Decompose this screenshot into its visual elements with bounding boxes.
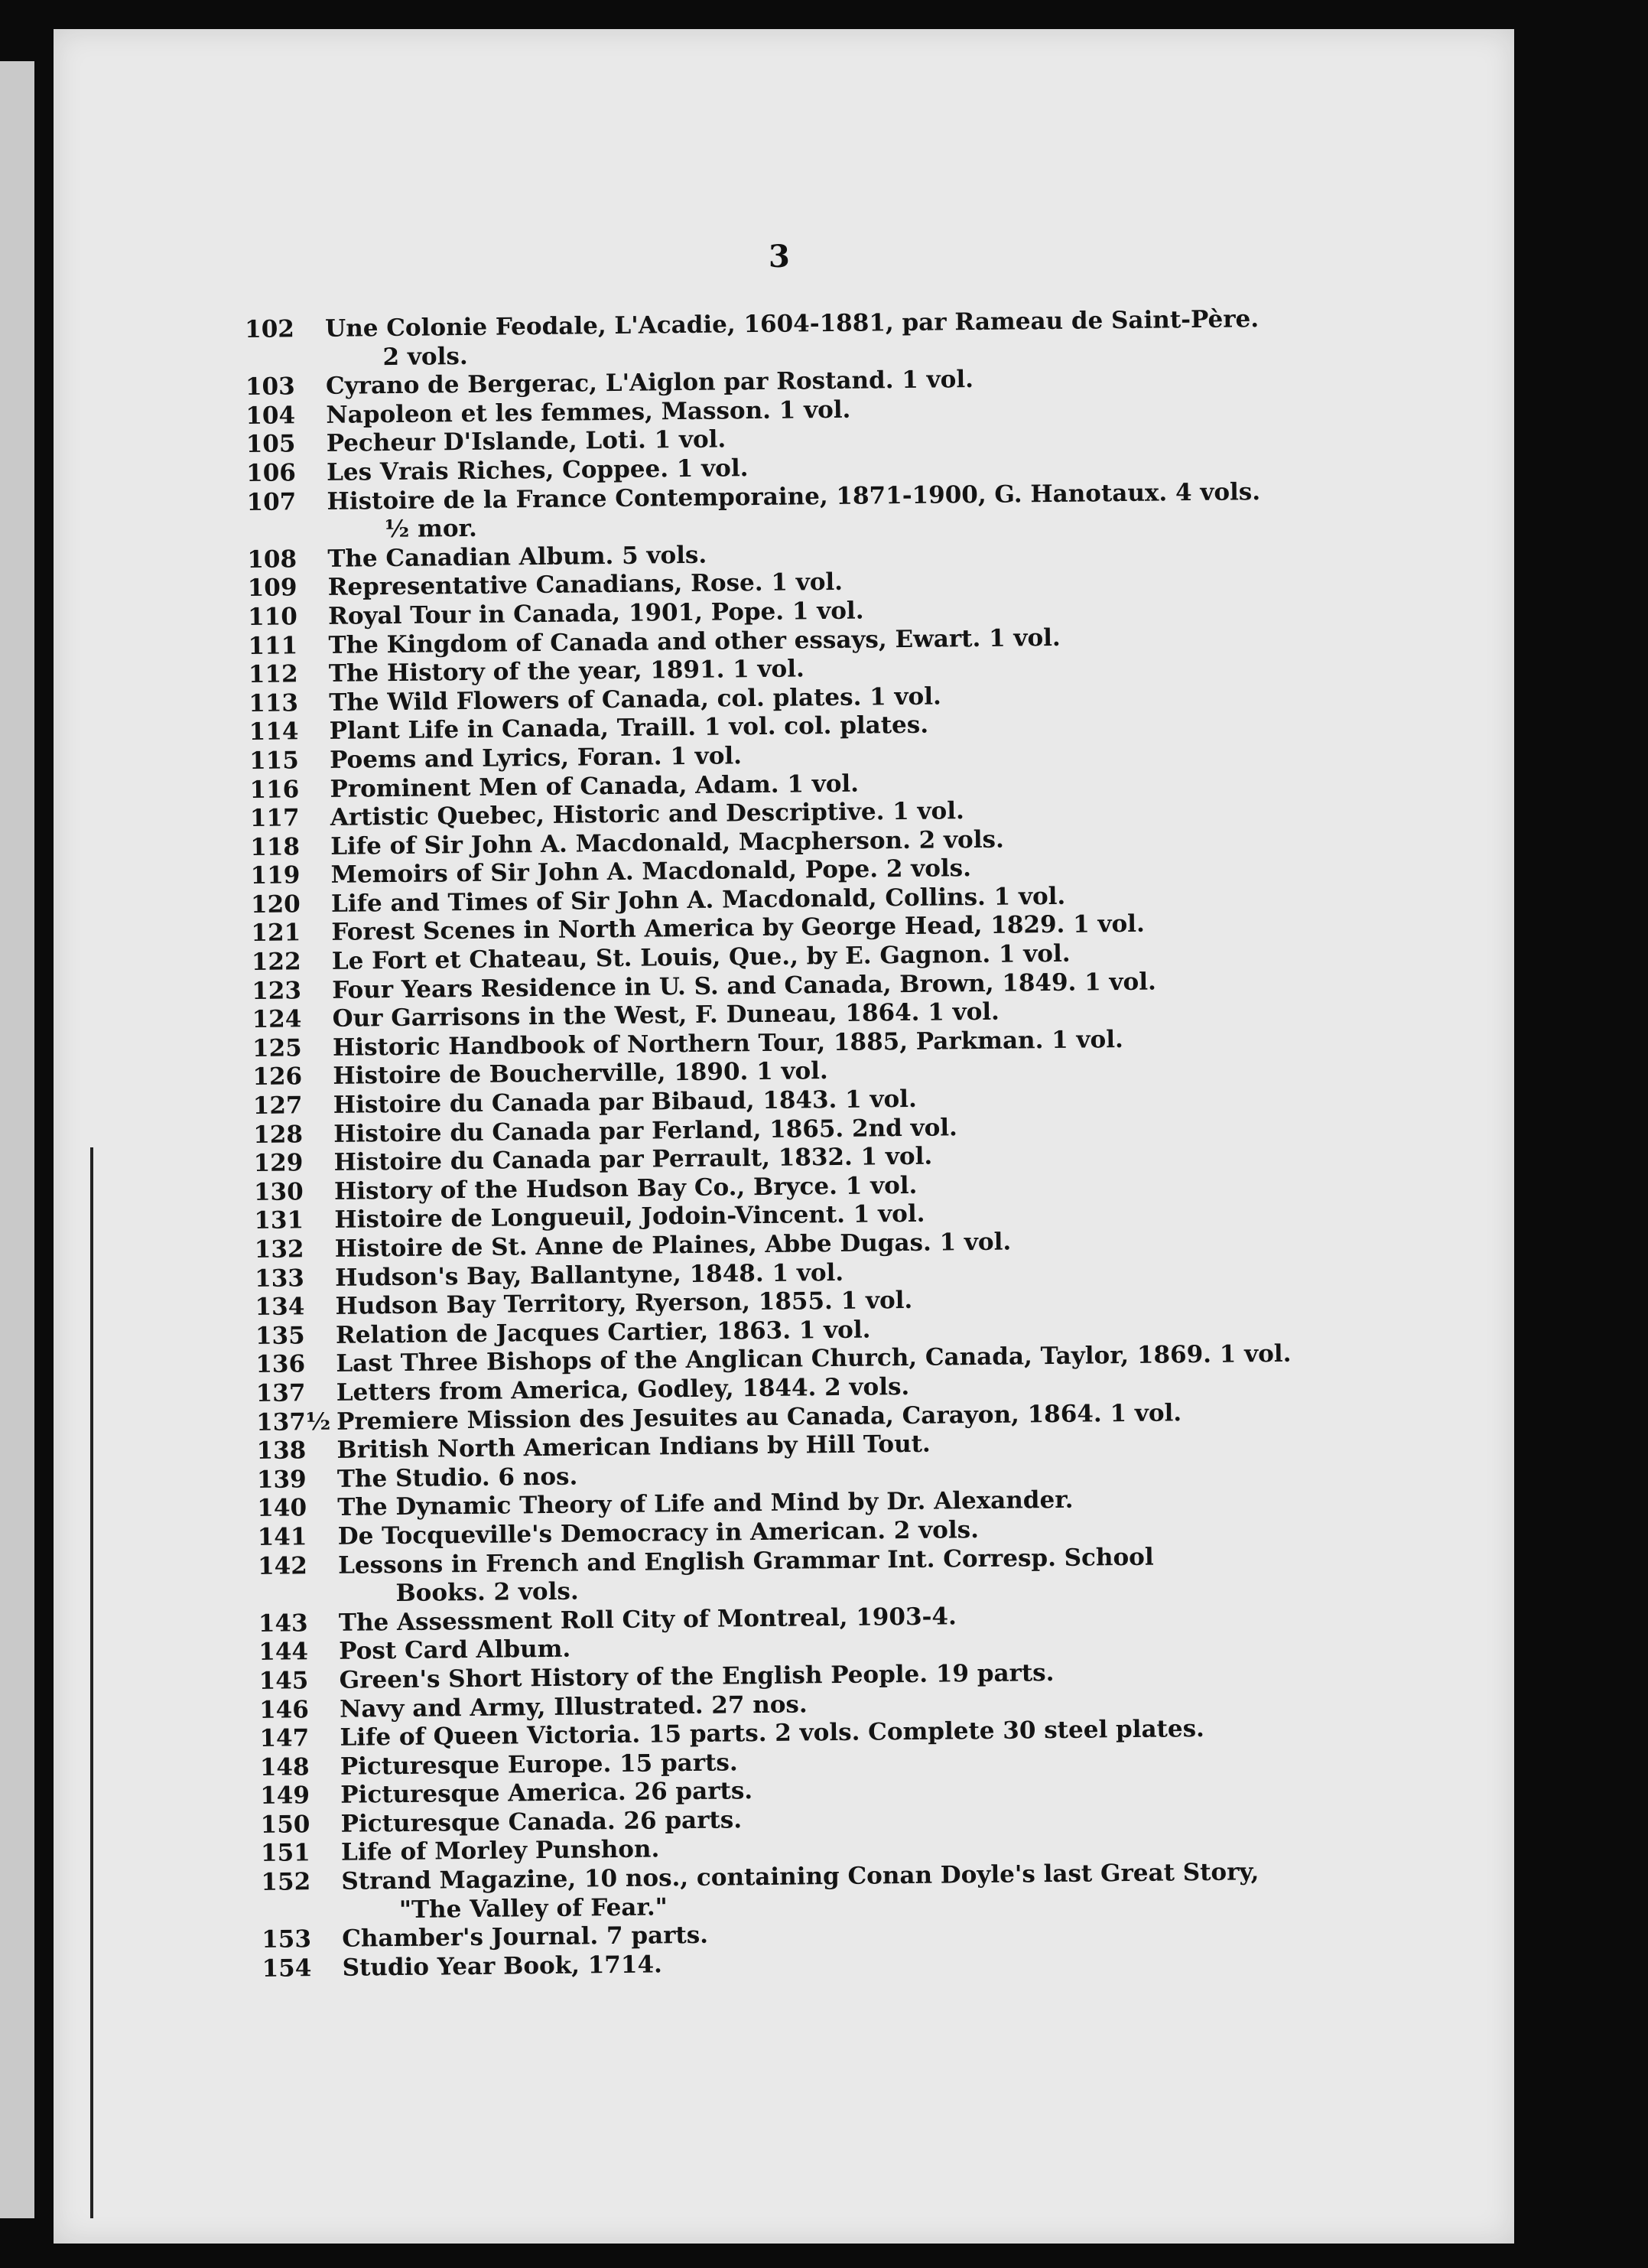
entry-number: 138 [256, 1437, 307, 1466]
entry-number: 136 [255, 1350, 306, 1379]
entry-text: Hudson's Bay, Ballantyne, 1848. 1 vol. [334, 1258, 844, 1292]
entry-text: Histoire du Canada par Ferland, 1865. 2nd vol. [333, 1113, 958, 1148]
entry-number: 149 [260, 1782, 310, 1811]
entry-number: 151 [260, 1839, 310, 1868]
entry-text: Pecheur D'Islande, Loti. 1 vol. [326, 425, 726, 458]
entry-text: Prominent Men of Canada, Adam. 1 vol. [330, 770, 860, 803]
page-fold-line [90, 1147, 93, 2218]
entry-text: Studio Year Book, 1714. [342, 1951, 663, 1982]
entry-continuation: ½ mor. [384, 514, 478, 544]
entry-text: Chamber's Journal. 7 parts. [342, 1921, 709, 1954]
entry-text: Histoire de Boucherville, 1890. 1 vol. [333, 1057, 828, 1091]
entry-number: 150 [260, 1811, 310, 1839]
entry-number: 154 [262, 1954, 312, 1983]
entry-text: Strand Magazine, 10 nos., containing Conan Doyle's last Great Story, [341, 1858, 1260, 1895]
entry-number: 103 [245, 373, 295, 402]
entry-number: 153 [262, 1925, 312, 1954]
entry-text: Picturesque Europe. 15 parts. [340, 1749, 738, 1781]
entry-number: 135 [255, 1322, 305, 1350]
page-number: 3 [769, 239, 790, 275]
entry-text: The Wild Flowers of Canada, col. plates. 1 vol. [329, 682, 942, 717]
entry-number: 141 [257, 1523, 307, 1551]
entry-continuation: Books. 2 vols. [395, 1577, 579, 1608]
entry-text: Histoire du Canada par Perrault, 1832. 1 vol. [333, 1142, 933, 1177]
entry-number: 143 [258, 1609, 308, 1638]
entry-text: Relation de Jacques Cartier, 1863. 1 vol. [335, 1316, 871, 1349]
entry-text: The Assessment Roll City of Montreal, 1903-4. [338, 1603, 957, 1637]
entry-text: Letters from America, Godley, 1844. 2 vols. [336, 1372, 910, 1407]
entry-text: Representative Canadians, Rose. 1 vol. [327, 568, 844, 602]
entry-text: De Tocqueville's Democracy in American. 2 vols. [337, 1515, 980, 1551]
entry-number: 129 [253, 1149, 304, 1178]
entry-text: Green's Short History of the English People. 19 parts. [339, 1658, 1055, 1694]
entry-text: Life of Queen Victoria. 15 parts. 2 vols. Complete 30 steel plates. [340, 1715, 1205, 1752]
entry-number: 137½ [255, 1407, 331, 1437]
entry-number: 147 [259, 1724, 310, 1752]
entry-text: Histoire de St. Anne de Plaines, Abbe Dugas. 1 vol. [334, 1228, 1012, 1263]
entry-text: Life and Times of Sir John A. Macdonald, Collins. 1 vol. [330, 882, 1066, 918]
entry-number: 111 [248, 631, 298, 660]
entry-number: 142 [257, 1551, 308, 1580]
entry-number: 140 [257, 1494, 307, 1523]
entry-text: Le Fort et Chateau, St. Louis, Que., by E. Gagnon. 1 vol. [331, 939, 1071, 975]
entry-number: 137 [255, 1379, 306, 1407]
entry-text: Historic Handbook of Northern Tour, 1885, Parkman. 1 vol. [332, 1025, 1124, 1062]
entry-text: The Kingdom of Canada and other essays, Ewart. 1 vol. [328, 623, 1061, 659]
entry-number: 114 [249, 717, 299, 747]
entry-continuation: 2 vols. [382, 342, 468, 371]
entry-text: Picturesque America. 26 parts. [340, 1777, 753, 1810]
entry-number: 125 [252, 1034, 302, 1062]
entry-number: 132 [254, 1235, 304, 1264]
entry-text: Plant Life in Canada, Traill. 1 vol. col. plates. [329, 711, 929, 746]
entry-number: 128 [253, 1120, 304, 1149]
entry-number: 116 [249, 775, 300, 804]
entry-number: 134 [255, 1293, 305, 1322]
entry-text: Last Three Bishops of the Anglican Church, Canada, Taylor, 1869. 1 vol. [336, 1340, 1292, 1378]
entry-number: 119 [250, 861, 301, 890]
entry-text: Les Vrais Riches, Coppee. 1 vol. [326, 454, 749, 486]
entry-number: 117 [249, 804, 300, 833]
entry-text: Artistic Quebec, Historic and Descriptive. 1 vol. [330, 797, 964, 831]
entry-continuation: "The Valley of Fear." [398, 1892, 668, 1924]
entry-number: 105 [245, 430, 296, 459]
entry-number: 108 [247, 545, 297, 574]
entry-text: Memoirs of Sir John A. Macdonald, Pope. 2 vols. [330, 854, 972, 890]
entry-text: The Canadian Album. 5 vols. [327, 541, 707, 573]
entry-number: 133 [254, 1264, 305, 1293]
entry-number: 124 [252, 1005, 302, 1034]
entry-number: 126 [252, 1062, 303, 1092]
entry-text: Our Garrisons in the West, F. Duneau, 1864. 1 vol. [332, 997, 1000, 1033]
entry-number: 127 [252, 1092, 303, 1120]
entry-number: 146 [258, 1695, 309, 1724]
entry-text: Histoire de la France Contemporaine, 1871-1900, G. Hanotaux. 4 vols. [327, 477, 1261, 516]
entry-number: 148 [259, 1752, 310, 1782]
entry-text: Four Years Residence in U. S. and Canada, Brown, 1849. 1 vol. [332, 968, 1156, 1004]
entry-number: 123 [252, 976, 302, 1005]
entry-text: The History of the year, 1891. 1 vol. [328, 655, 804, 688]
entry-text: Life of Morley Punshon. [340, 1835, 660, 1867]
entry-text: Une Colonie Feodale, L'Acadie, 1604-1881, par Rameau de Saint-Père. [324, 305, 1260, 343]
entry-text: The Dynamic Theory of Life and Mind by Dr. Alexander. [337, 1486, 1074, 1522]
entry-number: 152 [261, 1868, 311, 1896]
entry-number: 139 [256, 1465, 307, 1494]
entry-text: Lessons in French and English Grammar Int. Corresp. School [337, 1543, 1154, 1580]
entry-number: 118 [250, 832, 301, 861]
entry-number: 122 [251, 948, 301, 977]
entry-number: 112 [248, 660, 298, 689]
entry-text: Poems and Lyrics, Foran. 1 vol. [329, 742, 743, 774]
entry-number: 120 [250, 890, 301, 919]
entry-number: 113 [249, 689, 299, 717]
entry-number: 115 [249, 747, 299, 775]
entry-text: The Studio. 6 nos. [336, 1463, 578, 1493]
entry-text: Navy and Army, Illustrated. 27 nos. [339, 1690, 808, 1723]
entry-number: 104 [245, 402, 296, 430]
entry-text: Life of Sir John A. Macdonald, Macpherson. 2 vols. [330, 825, 1004, 861]
entry-text: Post Card Album. [339, 1635, 571, 1666]
entry-number: 121 [251, 919, 301, 948]
catalogue-entry-list [245, 304, 1371, 1984]
entry-text: Histoire de Longueuil, Jodoin-Vincent. 1 vol. [334, 1200, 925, 1235]
entry-text: Forest Scenes in North America by George Head, 1829. 1 vol. [331, 910, 1145, 947]
entry-number: 107 [246, 487, 297, 516]
entry-number: 109 [247, 574, 297, 603]
entry-text: Histoire du Canada par Bibaud, 1843. 1 vol. [333, 1085, 917, 1119]
entry-text: Premiere Mission des Jesuites au Canada, Carayon, 1864. 1 vol. [336, 1398, 1182, 1436]
entry-number: 110 [247, 603, 298, 631]
entry-number: 144 [258, 1638, 309, 1667]
entry-text: Napoleon et les femmes, Masson. 1 vol. [326, 395, 851, 429]
entry-number: 131 [254, 1206, 304, 1235]
entry-text: Hudson Bay Territory, Ryerson, 1855. 1 vol. [335, 1287, 913, 1321]
entry-text: Picturesque Canada. 26 parts. [340, 1806, 743, 1838]
entry-number: 145 [258, 1667, 309, 1695]
entry-text: Royal Tour in Canada, 1901, Pope. 1 vol. [327, 597, 864, 630]
entry-number: 102 [245, 315, 295, 343]
entry-number: 106 [245, 459, 297, 487]
entry-text: History of the Hudson Bay Co., Bryce. 1 vol. [333, 1171, 918, 1206]
entry-text: Cyrano de Bergerac, L'Aiglon par Rostand. 1 vol. [325, 366, 974, 401]
entry-number: 130 [253, 1178, 304, 1206]
entry-text: British North American Indians by Hill Tout. [336, 1430, 931, 1464]
adjacent-page-edge [0, 61, 34, 2218]
